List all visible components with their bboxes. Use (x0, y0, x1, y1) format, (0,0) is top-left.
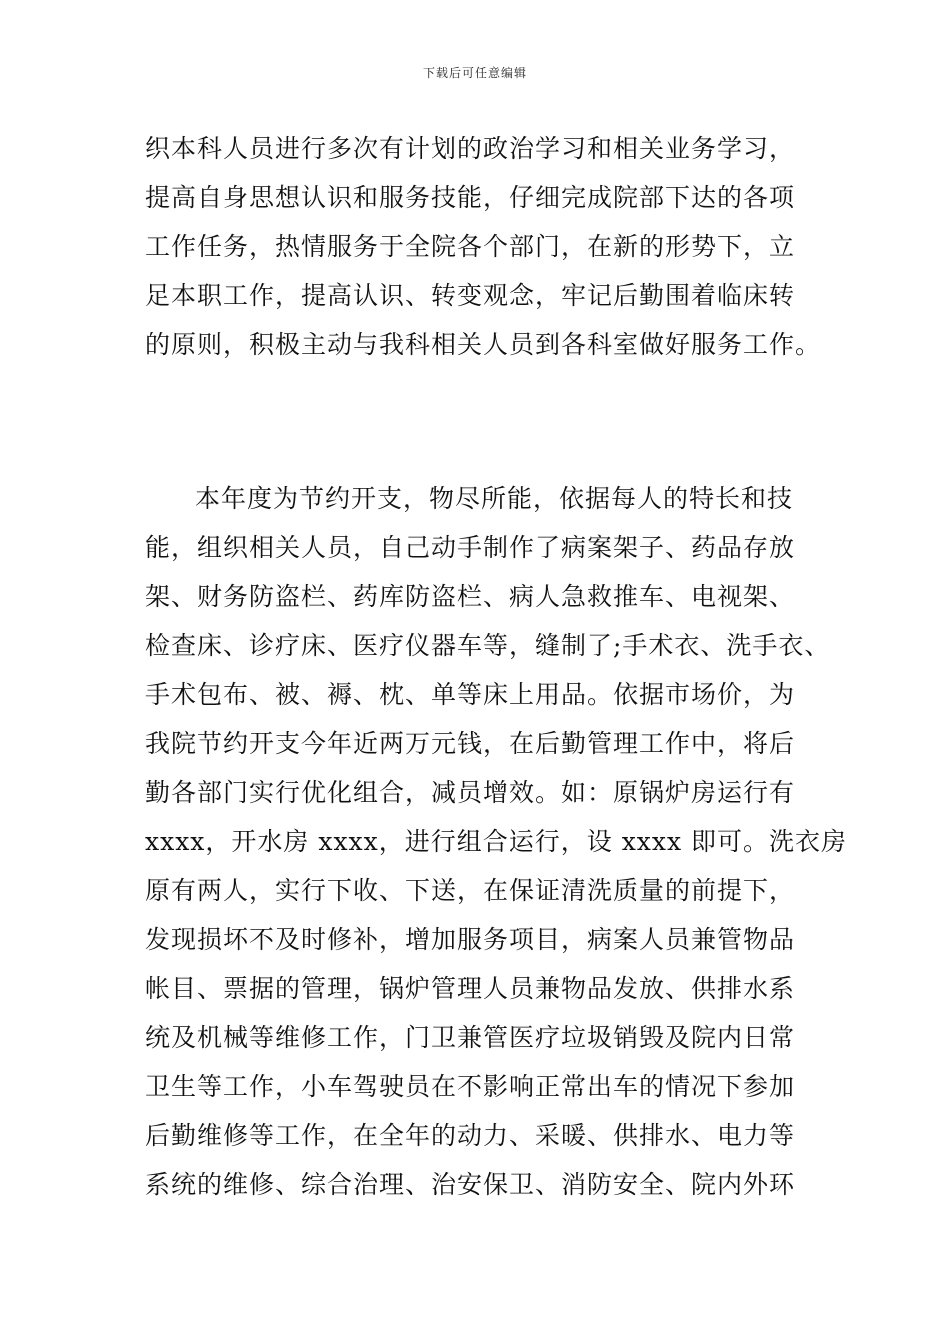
paragraph-line: 足本职工作，提高认识、转变观念，牢记后勤围着临床转 (145, 281, 796, 310)
paragraph-line: 检查床、诊疗床、医疗仪器车等，缝制了;手术衣、洗手衣、 (145, 631, 831, 660)
paragraph-line: 勤各部门实行优化组合，减员增效。如：原锅炉房运行有 (145, 778, 796, 807)
paragraph-line: 原有两人，实行下收、下送，在保证清洗质量的前提下， (145, 876, 796, 905)
paragraph-line: 发现损坏不及时修补，增加服务项目，病案人员兼管物品 (145, 925, 796, 954)
paragraph-line: 卫生等工作，小车驾驶员在不影响正常出车的情况下参加 (145, 1072, 796, 1101)
paragraph-line: 工作任务，热情服务于全院各个部门，在新的形势下，立 (145, 232, 796, 261)
paragraph-line: 统及机械等维修工作，门卫兼管医疗垃圾销毁及院内日常 (145, 1023, 796, 1052)
paragraph-1 (145, 124, 820, 369)
paragraph-2 (145, 474, 848, 1209)
paragraph-line: 本年度为节约开支，物尽所能，依据每人的特长和技 (195, 484, 794, 513)
paragraph-line: 后勤维修等工作，在全年的动力、采暖、供排水、电力等 (145, 1121, 796, 1150)
paragraph-line: 架、财务防盗栏、药库防盗栏、病人急救推车、电视架、 (145, 582, 796, 611)
header-note: 下载后可任意编辑 (422, 66, 527, 80)
paragraph-line: xxxx，开水房 xxxx，进行组合运行，设 xxxx 即可。洗衣房 (145, 827, 848, 856)
paragraph-line: 的原则，积极主动与我科相关人员到各科室做好服务工作。 (145, 330, 822, 359)
paragraph-line: 帐目、票据的管理，锅炉管理人员兼物品发放、供排水系 (145, 974, 796, 1003)
paragraph-line: 我院节约开支今年近两万元钱，在后勤管理工作中，将后 (145, 729, 796, 758)
paragraph-line: 能，组织相关人员，自己动手制作了病案架子、药品存放 (145, 533, 796, 562)
paragraph-line: 手术包布、被、褥、枕、单等床上用品。依据市场价，为 (145, 680, 796, 709)
paragraph-line: 系统的维修、综合治理、治安保卫、消防安全、院内外环 (145, 1170, 796, 1199)
paragraph-line: 提高自身思想认识和服务技能，仔细完成院部下达的各项 (145, 183, 796, 212)
paragraph-line: 织本科人员进行多次有计划的政治学习和相关业务学习， (145, 134, 796, 163)
